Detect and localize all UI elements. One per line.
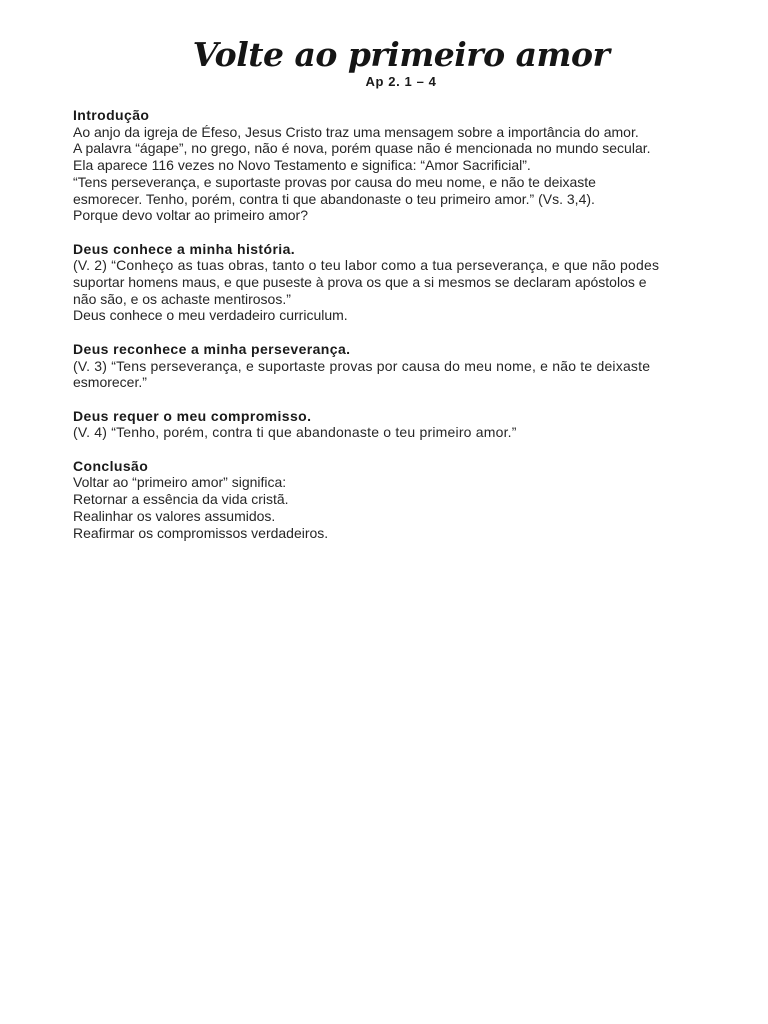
paragraph-line: (V. 4) “Tenho, porém, contra ti que abandonaste o teu primeiro amor.” [73,424,517,441]
paragraph-line: Retornar a essência da vida cristã. [73,491,289,508]
section-heading: Introdução [73,107,150,123]
section-deus-reconhece [73,341,723,391]
paragraph-line: “Tens perseverança, e suportaste provas por causa do meu nome, e não te deixaste [73,173,596,190]
section-heading: Deus reconhece a minha perseverança. [73,340,351,357]
section-heading: Deus conhece a minha história. [73,240,296,257]
section-introducao [73,107,723,224]
paragraph-line: não são, e os achaste mentirosos.” [73,290,291,307]
document-title: Volte ao primeiro amor [192,35,610,74]
section-deus-conhece [73,241,723,325]
document-body [73,107,723,541]
section-heading: Deus requer o meu compromisso. [73,407,312,424]
paragraph-line: Realinhar os valores assumidos. [73,507,276,524]
section-spacer [73,324,723,341]
paragraph-line: Deus conhece o meu verdadeiro curriculum. [73,307,348,324]
paragraph-line: (V. 2) “Conheço as tuas obras, tanto o teu labor como a tua perseverança, e que não podes [73,257,660,274]
paragraph-line: suportar homens maus, e que puseste à prova os que a si mesmos se declaram apóstolos e [73,274,647,291]
section-heading: Conclusão [73,457,149,474]
paragraph-line: Ao anjo da igreja de Éfeso, Jesus Cristo traz uma mensagem sobre a importância do amor. [73,123,639,140]
paragraph-line: A palavra “ágape”, no grego, não é nova, porém quase não é mencionada no mundo secular. [73,140,651,157]
paragraph-line: (V. 3) “Tens perseverança, e suportaste provas por causa do meu nome, e não te deixaste [73,357,651,374]
section-spacer [73,441,723,458]
paragraph-line: esmorecer. Tenho, porém, contra ti que abandonaste o teu primeiro amor.” (Vs. 3,4). [73,190,595,207]
paragraph-line: esmorecer.” [73,374,147,391]
paragraph-line: Voltar ao “primeiro amor” significa: [73,474,287,491]
scripture-reference: Ap 2. 1 – 4 [365,74,437,89]
section-spacer [73,224,723,241]
paragraph-line: Reafirmar os compromissos verdadeiros. [73,524,329,541]
section-spacer [73,391,723,408]
paragraph-line: Ela aparece 116 vezes no Novo Testamento e significa: “Amor Sacrificial”. [73,157,531,174]
paragraph-line: Porque devo voltar ao primeiro amor? [73,207,309,224]
section-conclusao [73,458,723,542]
section-deus-requer [73,408,723,441]
